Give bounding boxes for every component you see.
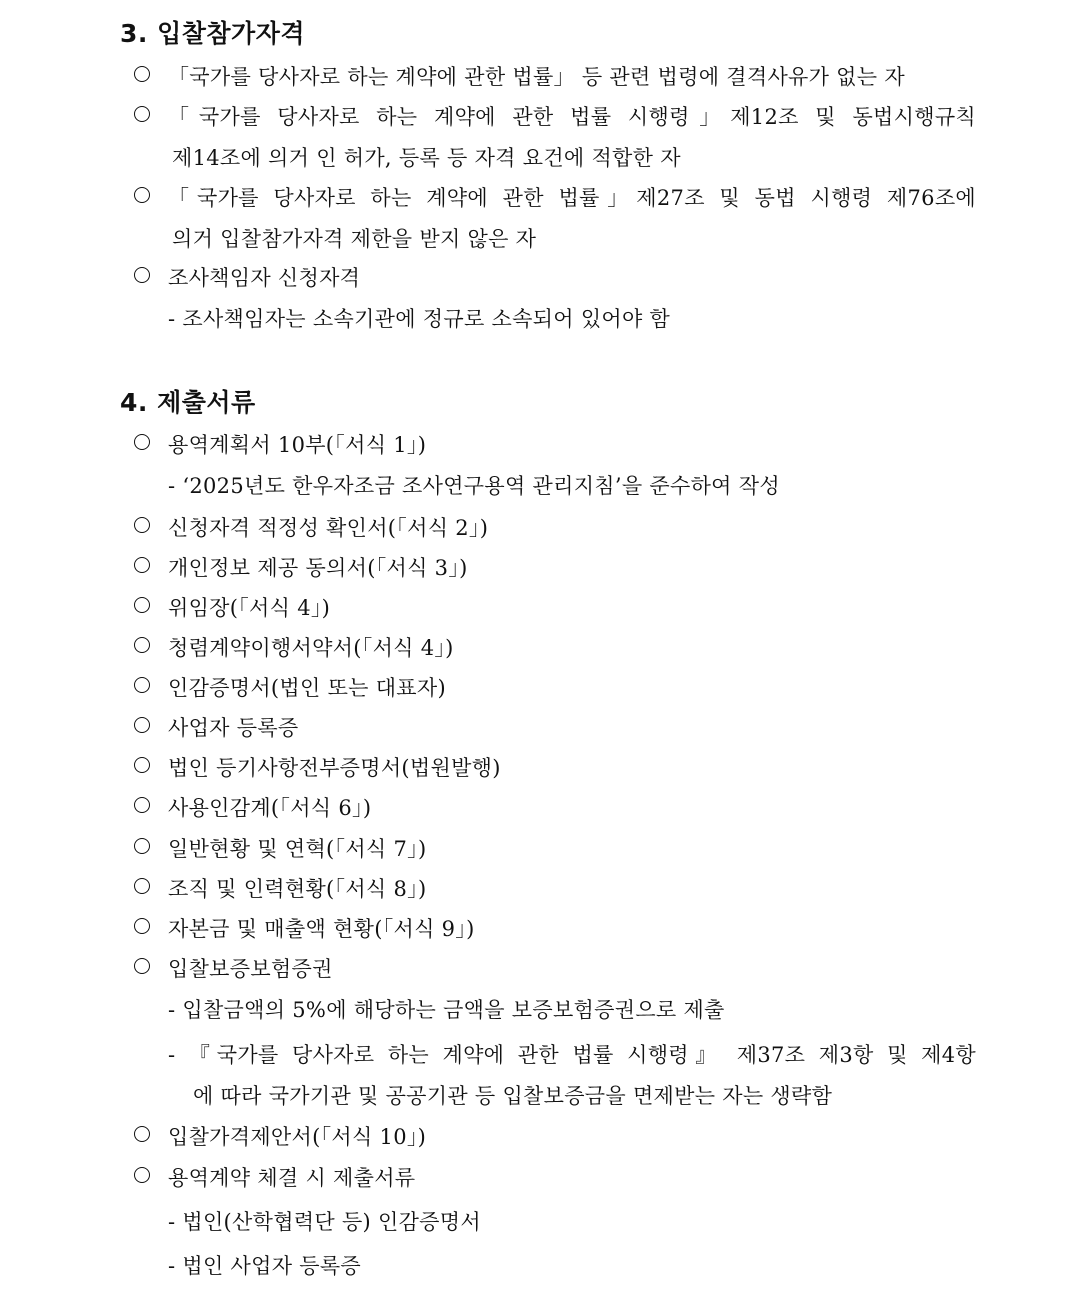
section-4-sub-item-3-continuation: 에 따라 국가기관 및 공공기관 등 입찰보증금을 면제받는 자는 생략함 (193, 1084, 833, 1108)
bullet-circle-icon (134, 838, 150, 854)
section-3-title: 3. 입찰참가자격 (120, 19, 305, 48)
bullet-circle-icon (134, 187, 150, 203)
bullet-circle-icon (134, 557, 150, 573)
bullet-circle-icon (134, 434, 150, 450)
bullet-circle-icon (134, 1167, 150, 1183)
section-3-sub-item: - 조사책임자는 소속기관에 정규로 소속되어 있어야 함 (168, 307, 671, 331)
bullet-circle-icon (134, 958, 150, 974)
section-4-item-5: 청렴계약이행서약서(「서식 4」) (168, 636, 454, 660)
bullet-circle-icon (134, 66, 150, 82)
bullet-circle-icon (134, 797, 150, 813)
section-4-item-3: 개인정보 제공 동의서(「서식 3」) (168, 556, 468, 580)
section-4-item-15: 용역계약 체결 시 제출서류 (168, 1166, 416, 1190)
section-3-item-2: 「국가를 당사자로 하는 계약에 관한 법률 시행령」제12조 및 동법시행규칙 (168, 105, 976, 129)
section-4-item-6: 인감증명서(법인 또는 대표자) (168, 676, 446, 700)
section-4-sub-item-4: - 법인(산학협력단 등) 인감증명서 (168, 1210, 481, 1234)
section-3-item-2-continuation: 제14조에 의거 인 허가, 등록 등 자격 요건에 적합한 자 (172, 146, 681, 170)
bullet-circle-icon (134, 677, 150, 693)
bullet-circle-icon (134, 878, 150, 894)
bullet-circle-icon (134, 106, 150, 122)
section-3-item-3: 「국가를 당사자로 하는 계약에 관한 법률」제27조 및 동법 시행령 제76조에 (168, 186, 976, 210)
section-4-item-9: 사용인감계(「서식 6」) (168, 796, 372, 820)
bullet-circle-icon (134, 637, 150, 653)
bullet-circle-icon (134, 267, 150, 283)
bullet-circle-icon (134, 517, 150, 533)
section-4-item-1: 용역계획서 10부(「서식 1」) (168, 433, 427, 457)
bullet-circle-icon (134, 757, 150, 773)
section-3-item-1: 「국가를 당사자로 하는 계약에 관한 법률」 등 관련 법령에 결격사유가 없는 자 (168, 65, 905, 89)
section-4-item-11: 조직 및 인력현황(「서식 8」) (168, 877, 427, 901)
bullet-circle-icon (134, 1126, 150, 1142)
bullet-circle-icon (134, 717, 150, 733)
section-4-item-13: 입찰보증보험증권 (168, 957, 333, 981)
bullet-circle-icon (134, 918, 150, 934)
section-4-sub-item-3: - 『국가를 당사자로 하는 계약에 관한 법률 시행령』 제37조 제3항 및 제4항 (168, 1043, 976, 1067)
section-4-item-14: 입찰가격제안서(「서식 10」) (168, 1125, 427, 1149)
section-4-item-10: 일반현황 및 연혁(「서식 7」) (168, 837, 427, 861)
section-4-title: 4. 제출서류 (120, 388, 256, 417)
section-4-item-2: 신청자격 적정성 확인서(「서식 2」) (168, 516, 489, 540)
section-3-item-4: 조사책임자 신청자격 (168, 266, 361, 290)
section-4-sub-item-1: - ‘2025년도 한우자조금 조사연구용역 관리지침’을 준수하여 작성 (168, 474, 780, 498)
bullet-circle-icon (134, 597, 150, 613)
section-4-item-8: 법인 등기사항전부증명서(법원발행) (168, 756, 501, 780)
section-3-item-3-continuation: 의거 입찰참가자격 제한을 받지 않은 자 (172, 227, 537, 251)
section-4-item-12: 자본금 및 매출액 현황(「서식 9」) (168, 917, 475, 941)
section-4-item-4: 위임장(「서식 4」) (168, 596, 331, 620)
section-4-sub-item-2: - 입찰금액의 5%에 해당하는 금액을 보증보험증권으로 제출 (168, 998, 725, 1022)
section-4-sub-item-5: - 법인 사업자 등록증 (168, 1254, 362, 1278)
section-4-item-7: 사업자 등록증 (168, 716, 299, 740)
